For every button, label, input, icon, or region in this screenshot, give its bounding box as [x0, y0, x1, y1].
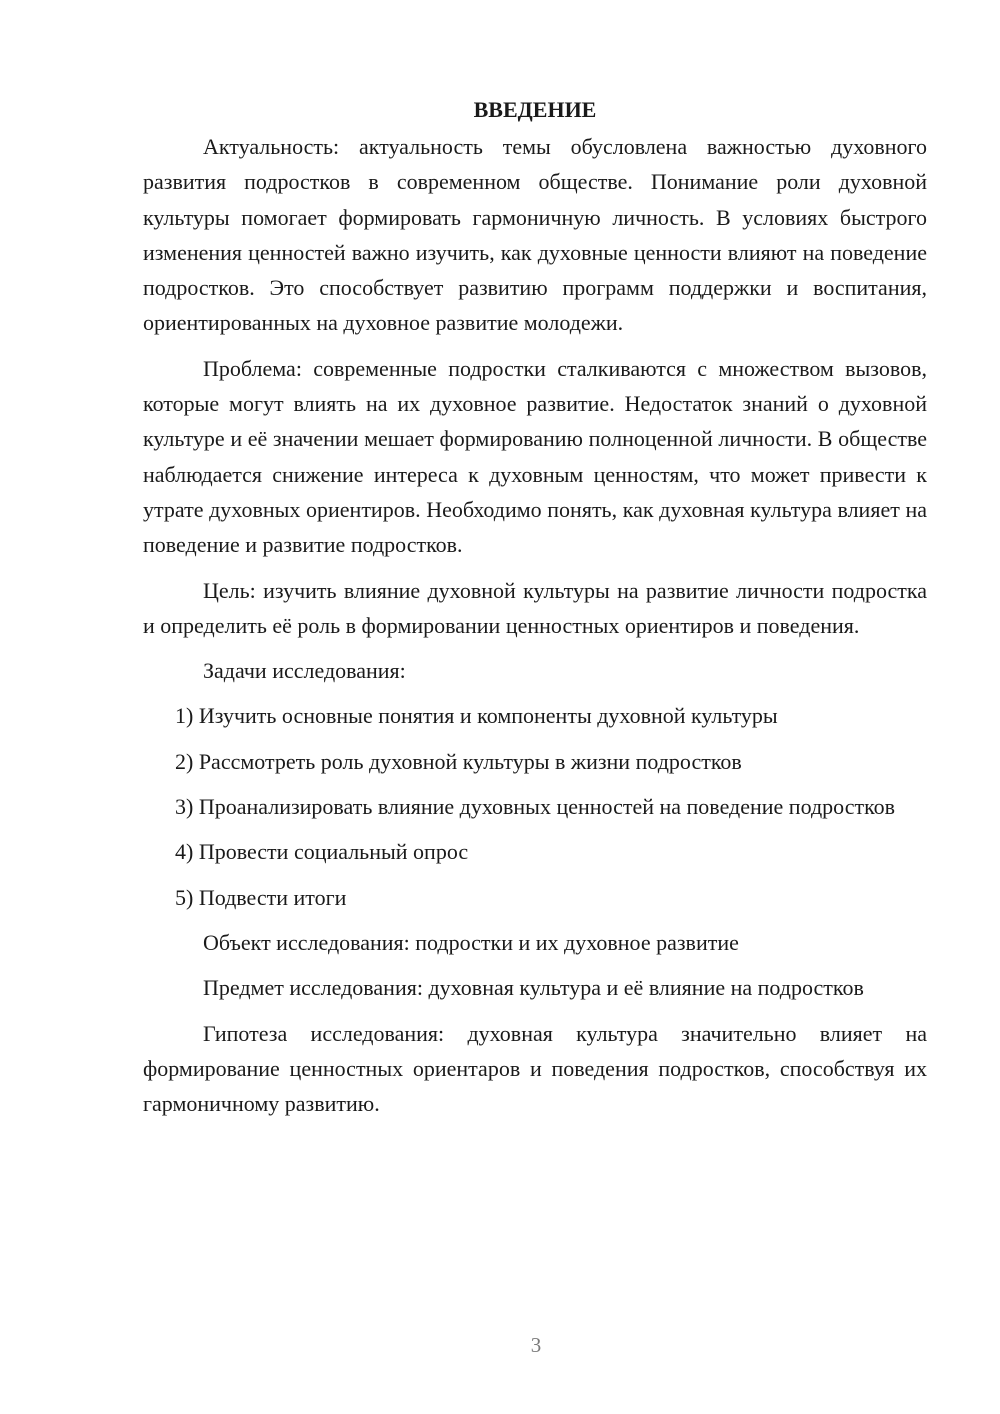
subject-paragraph: Предмет исследования: духовная культура и её влияние на подростков — [203, 975, 864, 1001]
goal-paragraph: Цель: изучить влияние духовной культуры на развитие личности подростка и определить её роль в формировании ценностных ориентиров и поведения. — [143, 577, 927, 638]
task-item: 2) Рассмотреть роль духовной культуры в жизни подростков — [175, 748, 742, 774]
task-item: 5) Подвести итоги — [175, 884, 347, 910]
task-item: 4) Провести социальный опрос — [175, 839, 469, 865]
object-paragraph: Объект исследования: подростки и их духовное развитие — [203, 929, 739, 955]
task-item: 3) Проанализировать влияние духовных ценностей на поведение подростков — [175, 794, 896, 820]
page-number: 3 — [530, 1333, 542, 1357]
problem-paragraph: Проблема: современные подростки сталкиваются с множеством вызовов, которые могут влиять на их духовное развитие. Недостаток знаний о духовной культуре и её значении мешает формированию полноценной личности. В обществе наблюдается снижение интереса к духовным ценностям, что может привести к утрате духовных ориентиров. Необходимо понять, как духовная культура влияет на поведение и развитие подростков. — [143, 355, 927, 558]
document-page — [143, 92, 927, 1131]
tasks-heading: Задачи исследования: — [203, 658, 406, 684]
hypothesis-paragraph: Гипотеза исследования: духовная культура значительно влияет на формирование ценностных ориентаров и поведения подростков, способствуя их гармоничному развитию. — [143, 1020, 927, 1117]
task-item: 1) Изучить основные понятия и компоненты духовной культуры — [175, 703, 778, 729]
page-title: ВВЕДЕНИЕ — [473, 97, 597, 122]
relevance-paragraph: Актуальность: актуальность темы обусловлена важностью духовного развития подростков в современном обществе. Понимание роли духовной культуры помогает формировать гармоничную личность. В условиях быстрого изменения ценностей важно изучить, как духовные ценности влияют на поведение подростков. Это способствует развитию программ поддержки и воспитания, ориентированных на духовное развитие молодежи. — [143, 134, 927, 336]
